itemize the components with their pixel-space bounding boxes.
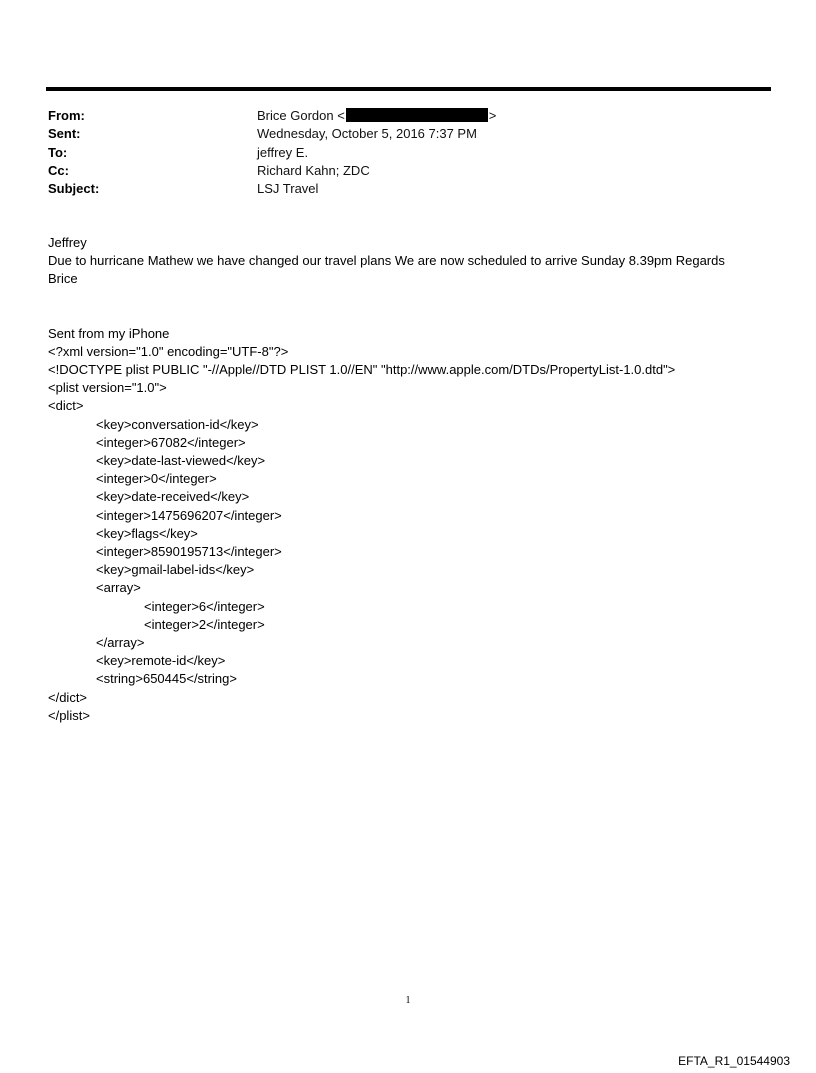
- bates-id: EFTA_R1_01544903: [678, 1054, 790, 1068]
- plist-line: <integer>1475696207</integer>: [96, 507, 282, 523]
- plist-line: <key>date-last-viewed</key>: [96, 453, 266, 469]
- plist-line: <!DOCTYPE plist PUBLIC "-//Apple//DTD PLIST 1.0//EN" "http://www.apple.com/DTDs/PropertyList-1.0.dtd">: [48, 362, 676, 378]
- sent-label: Sent:: [48, 126, 81, 142]
- plist-line: <key>flags</key>: [96, 525, 198, 541]
- plist-line: <string>650445</string>: [96, 671, 237, 687]
- plist-line: </array>: [96, 635, 145, 651]
- plist-line: <?xml version="1.0" encoding="UTF-8"?>: [48, 343, 289, 359]
- plist-line: <integer>0</integer>: [96, 471, 217, 487]
- plist-block: [48, 343, 768, 725]
- to-value: jeffrey E.: [257, 144, 309, 160]
- spacer: [48, 289, 768, 325]
- plist-line: <key>remote-id</key>: [96, 653, 226, 669]
- plist-line: <integer>6</integer>: [144, 598, 265, 614]
- plist-line: <key>date-received</key>: [96, 489, 250, 505]
- subject-label: Subject:: [48, 181, 100, 197]
- plist-line: <plist version="1.0">: [48, 380, 167, 396]
- plist-line: <array>: [96, 580, 141, 596]
- to-label: To:: [48, 144, 68, 160]
- plist-line: <integer>67082</integer>: [96, 434, 246, 450]
- email-body: [48, 234, 768, 725]
- from-value: [257, 107, 496, 125]
- plist-line: <integer>2</integer>: [144, 616, 265, 632]
- page-number: 1: [405, 995, 411, 1006]
- sent-value: Wednesday, October 5, 2016 7:37 PM: [257, 126, 477, 142]
- sent-from-line: Sent from my iPhone: [48, 325, 170, 341]
- plist-line: </plist>: [48, 707, 90, 723]
- from-close: >: [488, 108, 497, 123]
- redaction-box: [346, 108, 488, 122]
- cc-label: Cc:: [48, 162, 69, 178]
- cc-value: Richard Kahn; ZDC: [257, 162, 370, 178]
- subject-value: LSJ Travel: [257, 181, 319, 197]
- message-text: Due to hurricane Mathew we have changed our travel plans We are now scheduled to arrive Sunday 8.39pm Regards: [48, 253, 725, 269]
- plist-line: </dict>: [48, 689, 88, 705]
- signoff: Brice: [48, 271, 78, 287]
- plist-line: <integer>8590195713</integer>: [96, 544, 282, 560]
- from-label: From:: [48, 108, 85, 123]
- plist-line: <key>conversation-id</key>: [96, 416, 259, 432]
- header-rule: [46, 87, 771, 91]
- plist-line: <key>gmail-label-ids</key>: [96, 562, 255, 578]
- greeting: Jeffrey: [48, 235, 87, 250]
- plist-line: <dict>: [48, 398, 84, 414]
- from-name: Brice Gordon <: [257, 108, 345, 123]
